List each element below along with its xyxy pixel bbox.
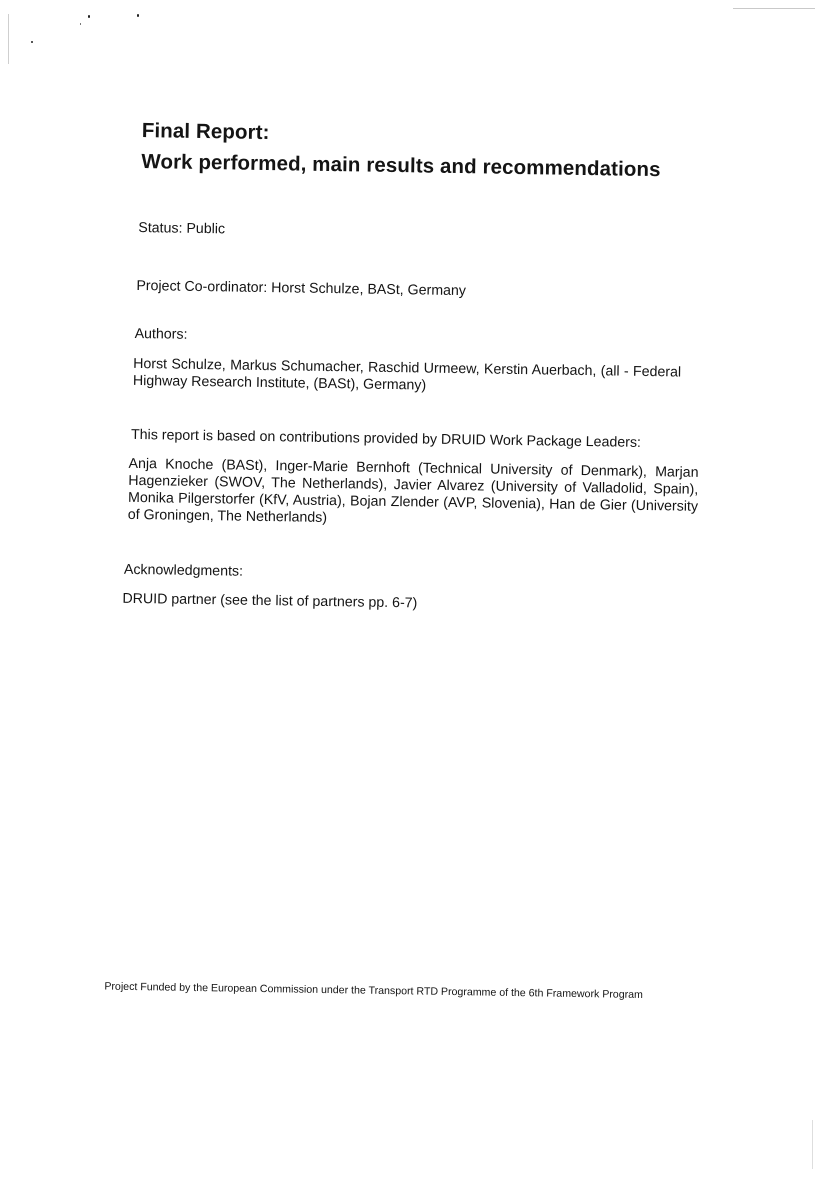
acknowledgments-label: Acknowledgments: xyxy=(123,561,244,580)
status-line: Status: Public xyxy=(138,219,226,238)
funding-footer: Project Funded by the European Commission under the Transport RTD Programme of the 6th Framework Program xyxy=(104,980,643,1002)
title-line-1: Final Report: xyxy=(141,119,270,145)
report-title xyxy=(141,115,661,185)
work-package-leaders: Anja Knoche (BASt), Inger-Marie Bernhoft (Technical University of Denmark), Marjan Hagenzieker (SWOV, The Netherlands), Javier Alvarez (University of Valladolid, Spain), Monika Pilgerstorfer (KfV, Austria), Bojan Zlender (AVP, Slovenia), Han de Gier (University of Groningen, The Netherlands) xyxy=(127,455,699,526)
acknowledgments-text: DRUID partner (see the list of partners pp. 6-7) xyxy=(122,590,418,612)
title-line-2: Work performed, main results and recommendations xyxy=(141,150,661,182)
project-coordinator: Project Co-ordinator: Horst Schulze, BASt, Germany xyxy=(136,277,467,300)
authors-label: Authors: xyxy=(134,325,188,343)
contributions-intro: This report is based on contributions provided by DRUID Work Package Leaders: xyxy=(130,426,642,451)
authors-list: Horst Schulze, Markus Schumacher, Raschid Urmeew, Kerstin Auerbach, (all - Federal Highway Research Institute, (BASt), Germany) xyxy=(132,355,682,394)
